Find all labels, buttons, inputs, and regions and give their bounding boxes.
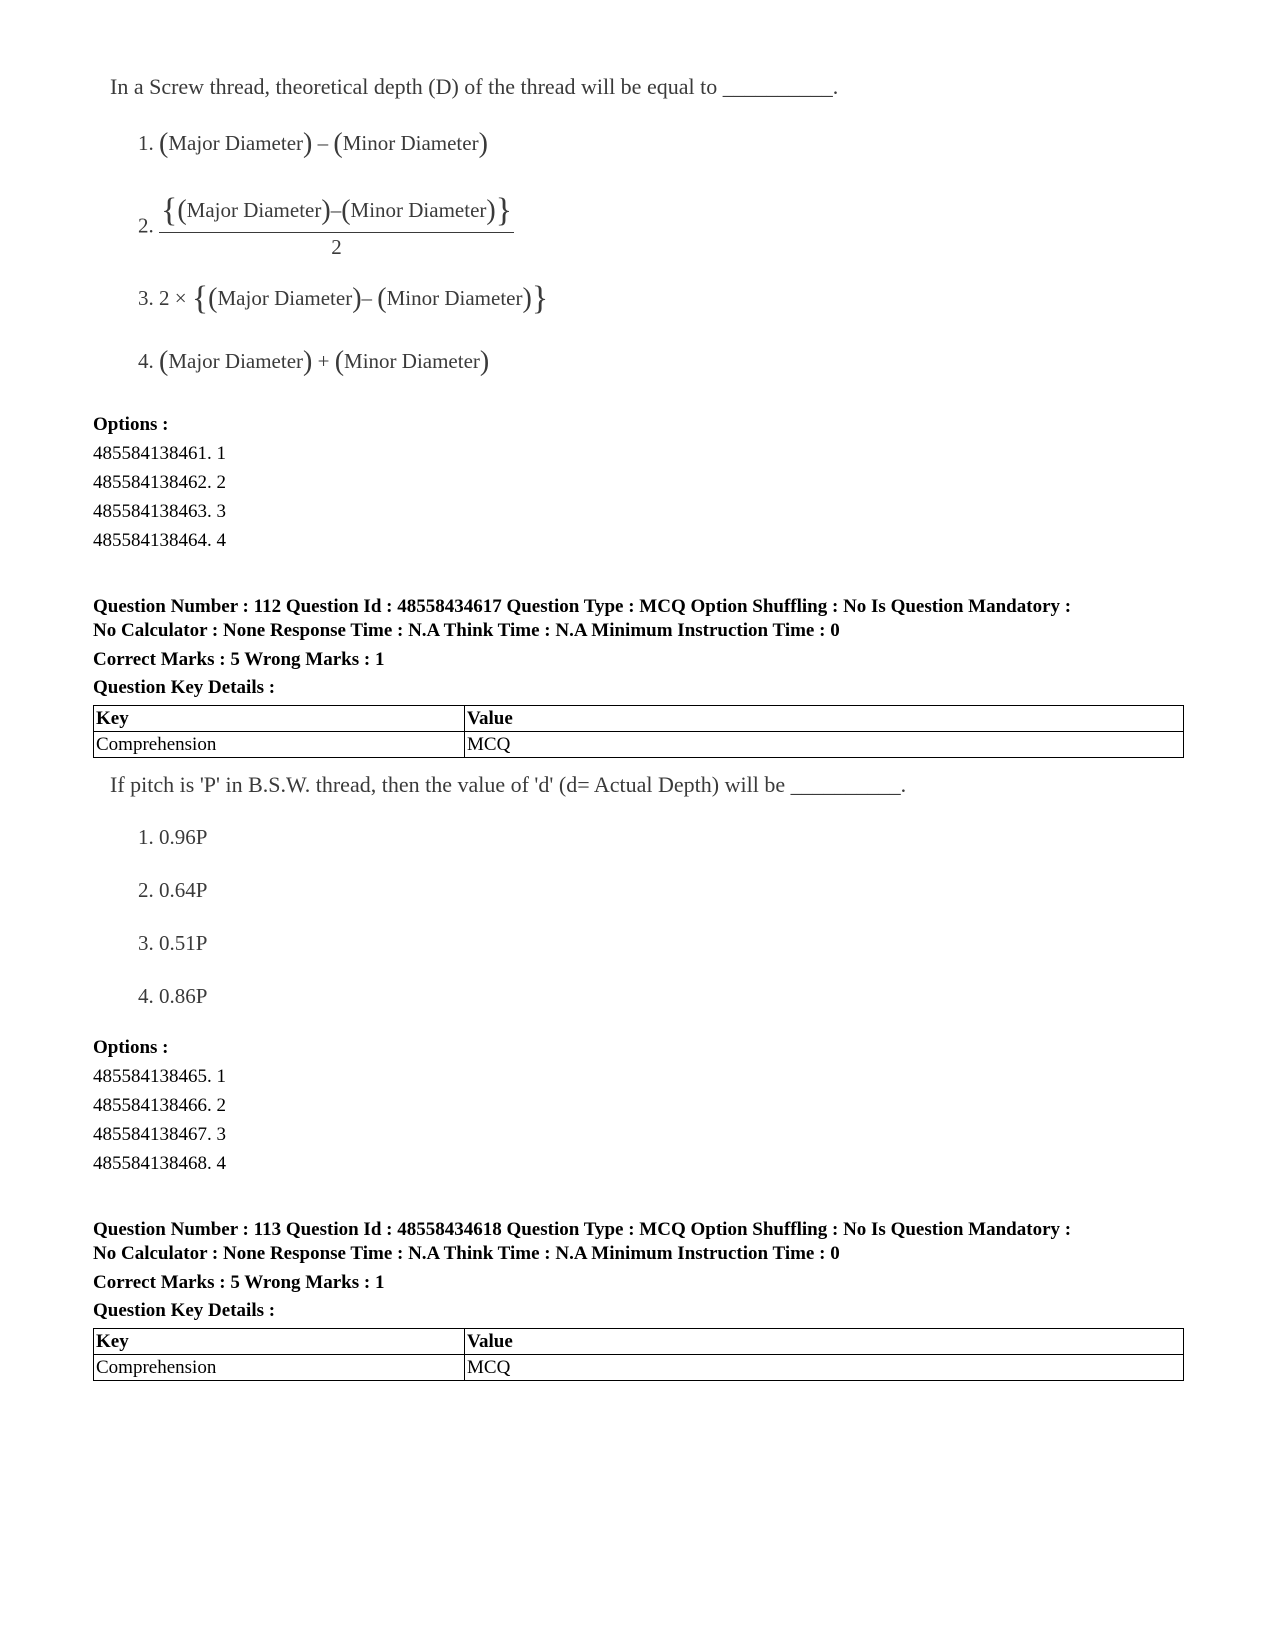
metadata-line-2: No Calculator : None Response Time : N.A Think Time : N.A Minimum Instruction Time : 0 (93, 620, 840, 641)
table-cell-value: MCQ (465, 732, 1184, 758)
major-diameter-term: Major Diameter (186, 198, 322, 222)
option-id-item: 485584138461. 1 (93, 443, 226, 464)
marks-line: Correct Marks : 5 Wrong Marks : 1 (93, 1272, 385, 1293)
table-cell-value: MCQ (465, 1355, 1184, 1381)
table-header-value: Value (465, 1329, 1184, 1355)
options-label: Options : (93, 414, 169, 435)
option-id-item: 485584138464. 4 (93, 530, 226, 551)
table-cell-key: Comprehension (94, 1355, 465, 1381)
option-number: 4. (138, 349, 154, 373)
option-number: 1. (138, 131, 154, 155)
table-cell-key: Comprehension (94, 732, 465, 758)
question-key-table-112 (93, 705, 1184, 758)
question-111-option-3: 3. 2 × {(Major Diameter)– (Minor Diameter)} (138, 280, 549, 317)
minor-diameter-term: Minor Diameter (342, 131, 479, 155)
option-id-item: 485584138465. 1 (93, 1066, 226, 1087)
metadata-line-1: Question Number : 112 Question Id : 48558434617 Question Type : MCQ Option Shuffling : No Is Question Mandatory : (93, 596, 1072, 617)
metadata-line-2: No Calculator : None Response Time : N.A Think Time : N.A Minimum Instruction Time : 0 (93, 1243, 840, 1264)
question-112-option-3: 3. 0.51P (138, 931, 208, 955)
options-label: Options : (93, 1037, 169, 1058)
table-header-key: Key (94, 706, 465, 732)
operator: – (330, 198, 342, 222)
operator: + (317, 349, 330, 373)
question-113-metadata (93, 1218, 1193, 1323)
options-list-112 (93, 1033, 226, 1178)
option-id-item: 485584138463. 3 (93, 501, 226, 522)
question-112-option-4: 4. 0.86P (138, 984, 208, 1008)
minor-diameter-term: Minor Diameter (350, 198, 487, 222)
option-id-item: 485584138468. 4 (93, 1153, 226, 1174)
table-row (94, 732, 1184, 758)
table-header-row (94, 706, 1184, 732)
fraction: $\frac{\text{\{(Major Diameter)–(Minor Diameter)\}}}{2}$ (161, 192, 513, 259)
table-header-value: Value (465, 706, 1184, 732)
question-112-stem: If pitch is 'P' in B.S.W. thread, then the value of 'd' (d= Actual Depth) will be __________. (110, 772, 907, 797)
operator: – (317, 131, 329, 155)
question-111-option-1: 1. (Major Diameter) – (Minor Diameter) (138, 128, 488, 159)
question-112-option-2: 2. 0.64P (138, 878, 208, 902)
table-header-row (94, 1329, 1184, 1355)
question-111-option-2 (138, 192, 514, 260)
major-diameter-term: Major Diameter (168, 349, 304, 373)
option-number: 3. (138, 286, 154, 310)
major-diameter-term: Major Diameter (168, 131, 304, 155)
option-id-item: 485584138466. 2 (93, 1095, 226, 1116)
minor-diameter-term: Minor Diameter (386, 286, 523, 310)
option-number: 2. (138, 213, 154, 238)
denominator: 2 (331, 235, 342, 259)
question-111-option-4: 4. (Major Diameter) + (Minor Diameter) (138, 346, 490, 377)
question-111-stem: In a Screw thread, theoretical depth (D) of the thread will be equal to __________. (110, 74, 839, 99)
operator: – (361, 286, 373, 310)
option-id-item: 485584138462. 2 (93, 472, 226, 493)
major-diameter-term: Major Diameter (217, 286, 353, 310)
question-key-table-113 (93, 1328, 1184, 1381)
minor-diameter-term: Minor Diameter (344, 349, 480, 373)
multiplier: 2 × (159, 286, 187, 310)
table-header-key: Key (94, 1329, 465, 1355)
question-112-option-1: 1. 0.96P (138, 825, 208, 849)
key-details-label: Question Key Details : (93, 1300, 276, 1321)
key-details-label: Question Key Details : (93, 677, 276, 698)
options-list-111 (93, 410, 226, 555)
metadata-line-1: Question Number : 113 Question Id : 48558434618 Question Type : MCQ Option Shuffling : No Is Question Mandatory : (93, 1219, 1072, 1240)
table-row (94, 1355, 1184, 1381)
option-id-item: 485584138467. 3 (93, 1124, 226, 1145)
question-112-metadata (93, 595, 1193, 700)
marks-line: Correct Marks : 5 Wrong Marks : 1 (93, 649, 385, 670)
